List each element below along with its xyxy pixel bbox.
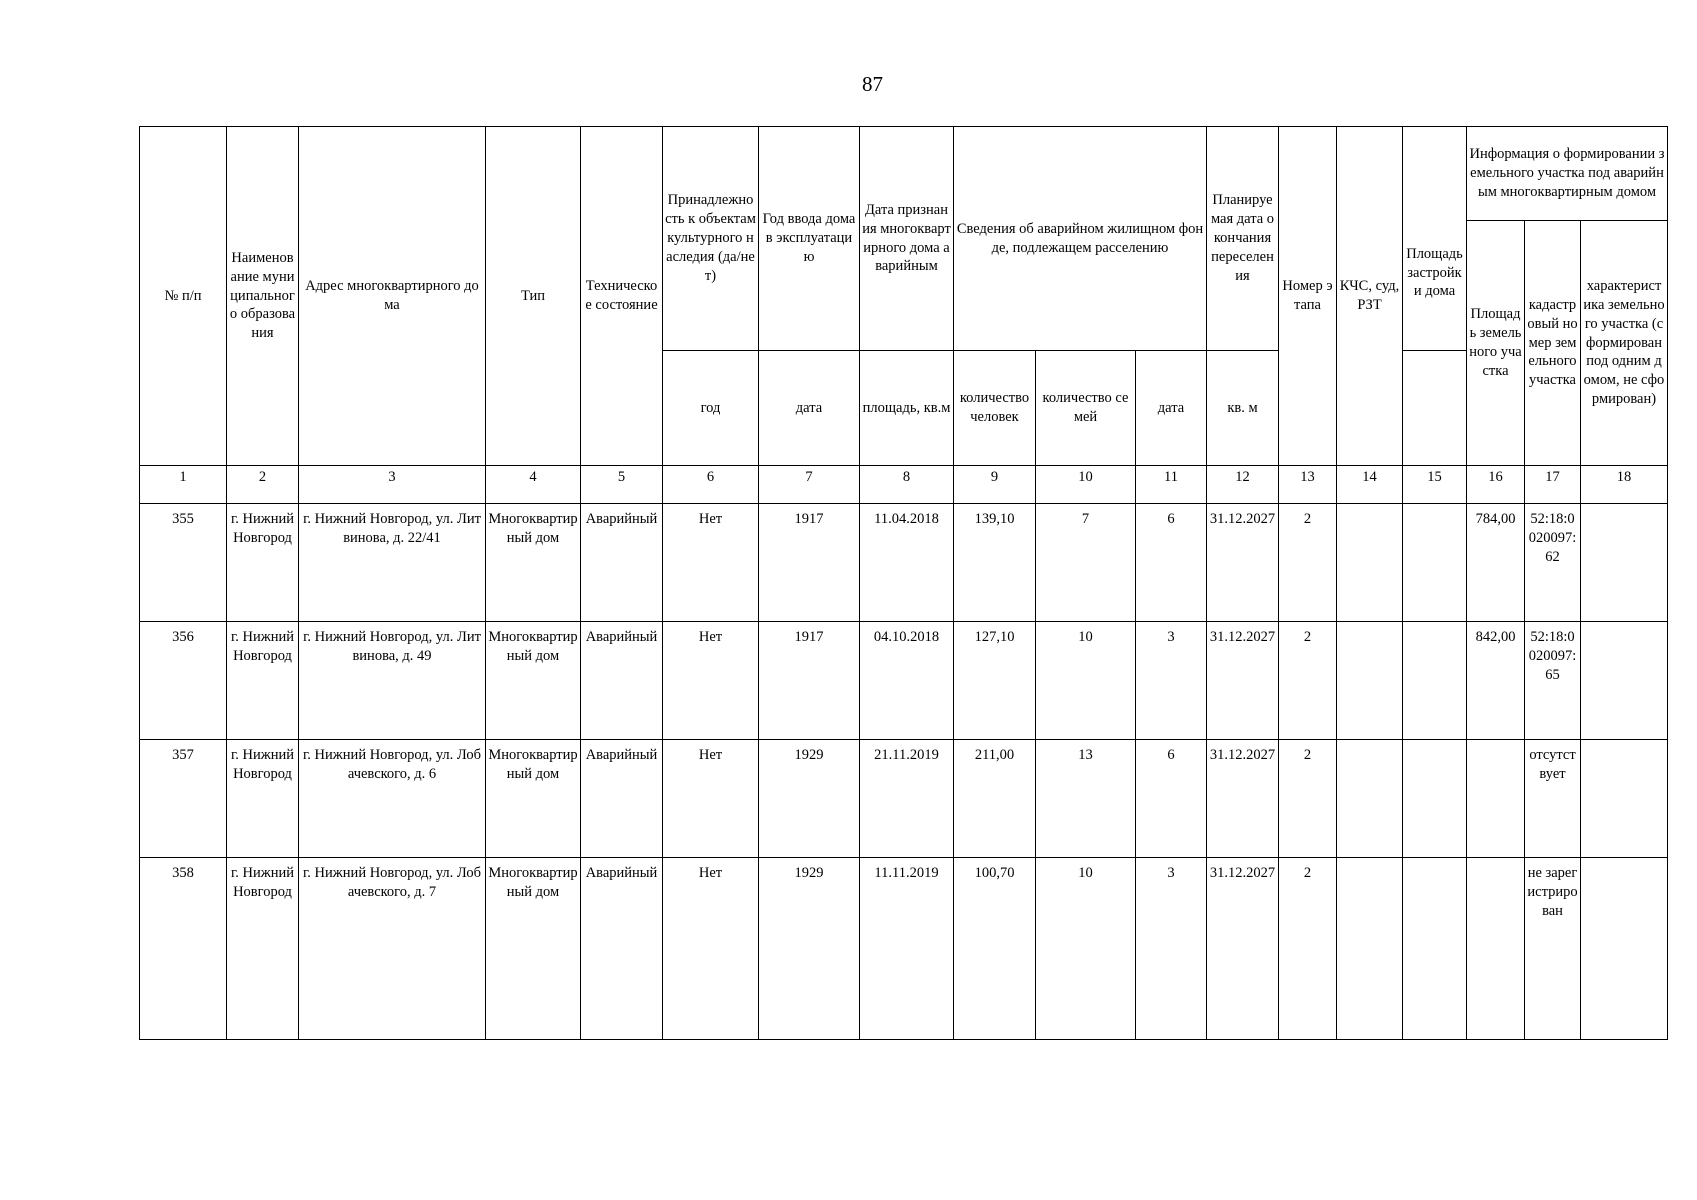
land-characteristic <box>1581 504 1668 622</box>
header-type: Тип <box>486 127 581 466</box>
family-count: 6 <box>1136 504 1207 622</box>
land-area <box>1467 740 1525 858</box>
address: г. Нижний Новгород, ул. Лобачевского, д. 6 <box>299 740 486 858</box>
column-number: 9 <box>954 466 1036 504</box>
header-land-characteristic: характеристика земельного участка (сформирован под одним домом, не сформирован) <box>1581 221 1668 466</box>
row-number: 358 <box>140 858 227 1040</box>
municipality: г. Нижний Новгород <box>227 858 299 1040</box>
housing-registry-table <box>139 126 1668 1040</box>
family-count: 3 <box>1136 858 1207 1040</box>
header-municipality: Наименование муниципального образования <box>227 127 299 466</box>
column-number: 10 <box>1036 466 1136 504</box>
people-count: 10 <box>1036 858 1136 1040</box>
people-count: 13 <box>1036 740 1136 858</box>
row-number: 355 <box>140 504 227 622</box>
header-resettlement-info: Сведения об аварийном жилищном фонде, подлежащем расселению <box>954 127 1207 351</box>
address: г. Нижний Новгород, ул. Литвинова, д. 49 <box>299 622 486 740</box>
header-build-area: Площадь застройки дома <box>1403 127 1467 351</box>
cadastral-number: отсутствует <box>1525 740 1581 858</box>
column-number: 7 <box>759 466 860 504</box>
heritage-flag: Нет <box>663 740 759 858</box>
cadastral-number: 52:18:0020097:62 <box>1525 504 1581 622</box>
column-number: 15 <box>1403 466 1467 504</box>
planned-date: 31.12.2027 <box>1207 622 1279 740</box>
planned-date: 31.12.2027 <box>1207 504 1279 622</box>
year-commissioned: 1917 <box>759 622 860 740</box>
column-number: 16 <box>1467 466 1525 504</box>
land-characteristic <box>1581 740 1668 858</box>
table-row <box>140 504 1668 622</box>
header-stage: Номер этапа <box>1279 127 1337 466</box>
land-area: 784,00 <box>1467 504 1525 622</box>
header-emergency-date: Дата признания многоквартирного дома аварийным <box>860 127 954 351</box>
header-technical-state: Техническое состояние <box>581 127 663 466</box>
column-number: 18 <box>1581 466 1668 504</box>
header-year-commissioned: Год ввода дома в эксплуатацию <box>759 127 860 351</box>
planned-date: 31.12.2027 <box>1207 740 1279 858</box>
people-count: 10 <box>1036 622 1136 740</box>
land-characteristic <box>1581 858 1668 1040</box>
column-number: 13 <box>1279 466 1337 504</box>
heritage-flag: Нет <box>663 504 759 622</box>
heritage-flag: Нет <box>663 622 759 740</box>
column-number: 2 <box>227 466 299 504</box>
land-area: 842,00 <box>1467 622 1525 740</box>
kchs <box>1337 504 1403 622</box>
people-count: 7 <box>1036 504 1136 622</box>
stage-number: 2 <box>1279 858 1337 1040</box>
resettlement-area: 100,70 <box>954 858 1036 1040</box>
column-number: 17 <box>1525 466 1581 504</box>
header-land-area: Площадь земельного участка <box>1467 221 1525 466</box>
header-unit-year: год <box>663 351 759 466</box>
stage-number: 2 <box>1279 504 1337 622</box>
header-row-number: № п/п <box>140 127 227 466</box>
building-type: Многоквартирный дом <box>486 504 581 622</box>
page-number: 87 <box>862 72 883 96</box>
building-type: Многоквартирный дом <box>486 740 581 858</box>
column-number: 5 <box>581 466 663 504</box>
stage-number: 2 <box>1279 740 1337 858</box>
table-body <box>140 504 1668 1040</box>
land-characteristic <box>1581 622 1668 740</box>
emergency-date: 21.11.2019 <box>860 740 954 858</box>
resettlement-area: 211,00 <box>954 740 1036 858</box>
cadastral-number: 52:18:0020097:65 <box>1525 622 1581 740</box>
family-count: 3 <box>1136 622 1207 740</box>
municipality: г. Нижний Новгород <box>227 622 299 740</box>
technical-state: Аварийный <box>581 858 663 1040</box>
table-row <box>140 858 1668 1040</box>
header-unit-families: количество семей <box>1036 351 1136 466</box>
column-number: 8 <box>860 466 954 504</box>
cadastral-number: не зарегистрирован <box>1525 858 1581 1040</box>
resettlement-area: 139,10 <box>954 504 1036 622</box>
municipality: г. Нижний Новгород <box>227 740 299 858</box>
kchs <box>1337 622 1403 740</box>
building-type: Многоквартирный дом <box>486 858 581 1040</box>
land-area <box>1467 858 1525 1040</box>
address: г. Нижний Новгород, ул. Лобачевского, д. 7 <box>299 858 486 1040</box>
stage-number: 2 <box>1279 622 1337 740</box>
planned-date: 31.12.2027 <box>1207 858 1279 1040</box>
build-area <box>1403 740 1467 858</box>
table-row <box>140 622 1668 740</box>
build-area <box>1403 622 1467 740</box>
header-unit-plan-date: дата <box>1136 351 1207 466</box>
kchs <box>1337 740 1403 858</box>
technical-state: Аварийный <box>581 504 663 622</box>
resettlement-area: 127,10 <box>954 622 1036 740</box>
heritage-flag: Нет <box>663 858 759 1040</box>
header-cadastral-number: кадастровый номер земельного участка <box>1525 221 1581 466</box>
year-commissioned: 1929 <box>759 858 860 1040</box>
column-number: 4 <box>486 466 581 504</box>
column-number-row <box>140 466 1668 504</box>
header-unit-build-area: кв. м <box>1207 351 1279 466</box>
column-number: 12 <box>1207 466 1279 504</box>
year-commissioned: 1929 <box>759 740 860 858</box>
column-number: 3 <box>299 466 486 504</box>
header-unit-people: количество человек <box>954 351 1036 466</box>
header-heritage: Принадлежность к объектам культурного наследия (да/нет) <box>663 127 759 351</box>
table-header <box>140 127 1668 504</box>
header-unit-date: дата <box>759 351 860 466</box>
header-planned-date: Планируемая дата окончания переселения <box>1207 127 1279 351</box>
emergency-date: 04.10.2018 <box>860 622 954 740</box>
year-commissioned: 1917 <box>759 504 860 622</box>
row-number: 357 <box>140 740 227 858</box>
column-number: 1 <box>140 466 227 504</box>
column-number: 14 <box>1337 466 1403 504</box>
column-number: 6 <box>663 466 759 504</box>
header-unit-area: площадь, кв.м <box>860 351 954 466</box>
build-area <box>1403 504 1467 622</box>
kchs <box>1337 858 1403 1040</box>
municipality: г. Нижний Новгород <box>227 504 299 622</box>
emergency-date: 11.04.2018 <box>860 504 954 622</box>
family-count: 6 <box>1136 740 1207 858</box>
table-row <box>140 740 1668 858</box>
address: г. Нижний Новгород, ул. Литвинова, д. 22/41 <box>299 504 486 622</box>
technical-state: Аварийный <box>581 740 663 858</box>
emergency-date: 11.11.2019 <box>860 858 954 1040</box>
building-type: Многоквартирный дом <box>486 622 581 740</box>
header-address: Адрес многоквартирного дома <box>299 127 486 466</box>
column-number: 11 <box>1136 466 1207 504</box>
technical-state: Аварийный <box>581 622 663 740</box>
header-kchs: КЧС, суд, РЗТ <box>1337 127 1403 466</box>
header-land-info: Информация о формировании земельного участка под аварийным многоквартирным домом <box>1467 127 1668 221</box>
row-number: 356 <box>140 622 227 740</box>
build-area <box>1403 858 1467 1040</box>
